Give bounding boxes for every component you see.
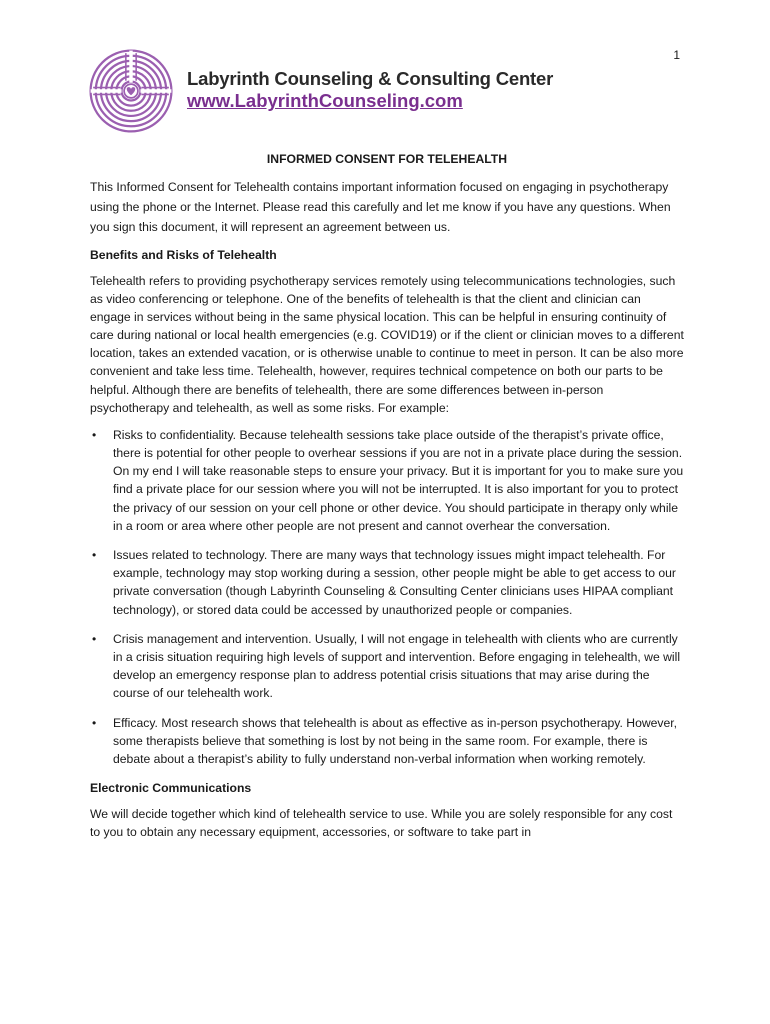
bullet-icon: • — [92, 715, 97, 730]
bullet-icon: • — [92, 427, 97, 442]
list-item — [90, 546, 684, 619]
list-item-text: Efficacy. Most research shows that telehealth is about as effective as in-person psychotherapy. However, some therapists believe that something is lost by not being in the same room. For example, there is debate about a therapist’s ability to fully understand non-verbal information when working remotely. — [113, 715, 678, 766]
electronic-communications-heading: Electronic Communications — [90, 781, 252, 796]
organization-name: Labyrinth Counseling & Consulting Center — [187, 68, 554, 89]
list-item — [90, 426, 684, 535]
list-item-text: Issues related to technology. There are many ways that technology issues might impact telehealth. For example, technology may stop working during a session, other people might be able to get access to our private conversation (though Labyrinth Counseling & Consulting Center clinicians uses HIPAA compliant technology), or stored data could be accessed by unauthorized people or companies. — [113, 547, 676, 617]
bullet-icon: • — [92, 547, 97, 562]
benefits-heading: Benefits and Risks of Telehealth — [90, 248, 277, 262]
labyrinth-icon — [88, 48, 174, 134]
page-number: 1 — [673, 48, 680, 62]
website-link[interactable]: www.LabyrinthCounseling.com — [187, 90, 463, 111]
electronic-communications-paragraph: We will decide together which kind of telehealth service to use. While you are solely responsible for any cost to you to obtain any necessary equipment, accessories, or software to take part in — [90, 807, 673, 840]
list-item-text: Crisis management and intervention. Usually, I will not engage in telehealth with clients who are currently in a crisis situation requiring high levels of support and intervention. Before engaging in telehealth, we will develop an emergency response plan to address potential crisis situations that may arise during the course of our telehealth work. — [113, 631, 681, 701]
list-item-text: Risks to confidentiality. Because telehealth sessions take place outside of the therapist’s private office, there is potential for other people to overhear sessions if you are not in a private place during the session. On my end I will take reasonable steps to ensure your privacy. But it is important for you to make sure you find a private place for our session where you will not be interrupted. It is also important for you to protect the privacy of our session on your cell phone or other device. You should participate in therapy only while in a room or area where other people are not present and cannot overhear the conversation. — [113, 427, 684, 533]
benefits-paragraph: Telehealth refers to providing psychotherapy services remotely using telecommunications technologies, such as video conferencing or telephone. One of the benefits of telehealth is that the client and clinician can engage in services without being in the same physical location. This can be helpful in ensuring continuity of care during national or local health emergencies (e.g. COVID19) or if the client or clinician moves to a different location, takes an extended vacation, or is otherwise unable to continue to meet in person. It can be also more convenient and take less time. Telehealth, however, requires technical competence on both our parts to be helpful. Although there are benefits of telehealth, there are some differences between in-person psychotherapy and telehealth, as well as some risks. For example: — [90, 274, 684, 415]
document-title: INFORMED CONSENT FOR TELEHEALTH — [266, 152, 508, 166]
document-body — [90, 152, 684, 850]
list-item — [90, 630, 684, 703]
intro-paragraph: This Informed Consent for Telehealth contains important information focused on engaging in psychotherapy using the phone or the Internet. Please read this carefully and let me know if you have any questions. When you sign this document, it will represent an agreement between us. — [90, 180, 671, 234]
organization-header — [187, 68, 553, 112]
risks-list — [90, 426, 684, 768]
list-item — [90, 714, 684, 769]
bullet-icon: • — [92, 631, 97, 646]
